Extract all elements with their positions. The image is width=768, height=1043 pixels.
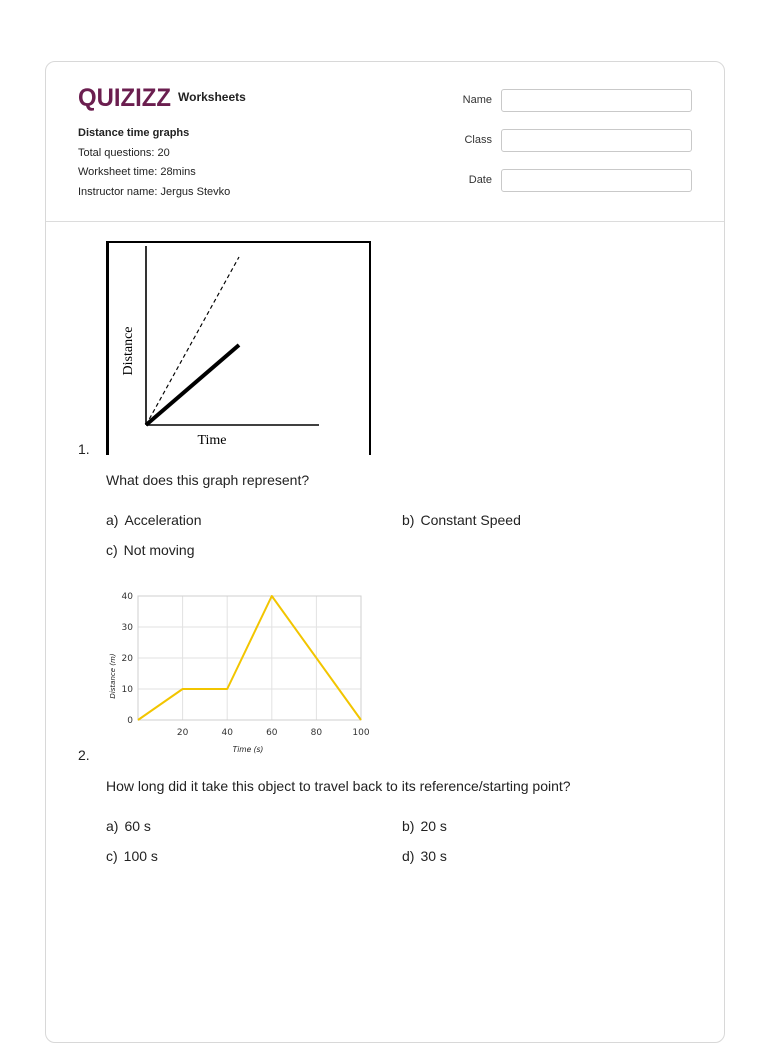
worksheet-meta [78, 124, 230, 202]
date-label: Date [468, 174, 492, 186]
answer-option-2c[interactable] [106, 848, 158, 864]
answer-option-2a[interactable] [106, 818, 151, 834]
option-letter: a) [106, 818, 119, 834]
answer-option-1a[interactable] [106, 512, 202, 528]
option-letter: b) [402, 512, 415, 528]
answer-option-1b[interactable] [402, 512, 521, 528]
question-text-2: How long did it take this object to travel back to its reference/starting point? [106, 778, 571, 794]
x-tick-label: 60 [266, 728, 278, 738]
worksheet-time: Worksheet time: 28mins [78, 166, 196, 178]
student-fields [446, 88, 692, 208]
option-text: 100 s [123, 848, 158, 864]
distance-time-figure-1 [106, 241, 372, 455]
option-letter: d) [402, 848, 415, 864]
option-letter: b) [402, 818, 415, 834]
answer-option-2d[interactable] [402, 848, 447, 864]
x-tick-label: 100 [352, 728, 370, 738]
option-letter: c) [106, 848, 118, 864]
answer-option-2b[interactable] [402, 818, 447, 834]
class-input[interactable] [501, 129, 692, 152]
option-text: Acceleration [124, 512, 202, 528]
dashed-series-line [146, 257, 239, 425]
option-text: Constant Speed [420, 512, 521, 528]
x-axis-label: Time (s) [232, 745, 264, 754]
date-field [446, 168, 692, 192]
option-text: 20 s [420, 818, 447, 834]
quizizz-logo [78, 82, 172, 112]
answer-option-1c[interactable] [106, 542, 194, 558]
class-field [446, 128, 692, 152]
x-tick-label: 80 [310, 728, 323, 738]
x-tick-label: 20 [176, 728, 189, 738]
question-number-2: 2. [78, 747, 90, 763]
solid-series-line [146, 345, 239, 425]
name-input[interactable] [501, 89, 692, 112]
name-label: Name [462, 94, 492, 106]
option-text: Not moving [123, 542, 195, 558]
total-questions: Total questions: 20 [78, 146, 170, 159]
question-number-1: 1. [78, 441, 90, 457]
y-axis-label: Distance (m) [109, 653, 117, 699]
worksheet-title: Distance time graphs [78, 127, 190, 139]
x-axis-label: Time [197, 433, 227, 448]
worksheet-header [46, 62, 724, 222]
option-letter: a) [106, 512, 119, 528]
date-input[interactable] [501, 169, 692, 192]
distance-time-figure-2 [104, 588, 374, 758]
y-tick-label: 20 [121, 654, 133, 664]
svg-text:QUIZIZZ: QUIZIZZ [78, 84, 171, 112]
y-tick-label: 30 [121, 623, 133, 633]
brand [78, 82, 246, 112]
name-field [446, 88, 692, 112]
y-tick-label: 10 [121, 685, 133, 695]
x-tick-label: 40 [221, 728, 233, 738]
question-text-1: What does this graph represent? [106, 472, 310, 488]
option-letter: c) [106, 542, 118, 558]
instructor-name: Instructor name: Jergus Stevko [78, 185, 231, 198]
y-tick-label: 40 [121, 592, 133, 602]
worksheets-label: Worksheets [178, 90, 246, 104]
option-text: 60 s [124, 818, 151, 834]
y-tick-label: 0 [127, 716, 133, 726]
class-label: Class [464, 134, 492, 146]
option-text: 30 s [420, 848, 447, 864]
y-axis-label: Distance [121, 326, 136, 376]
